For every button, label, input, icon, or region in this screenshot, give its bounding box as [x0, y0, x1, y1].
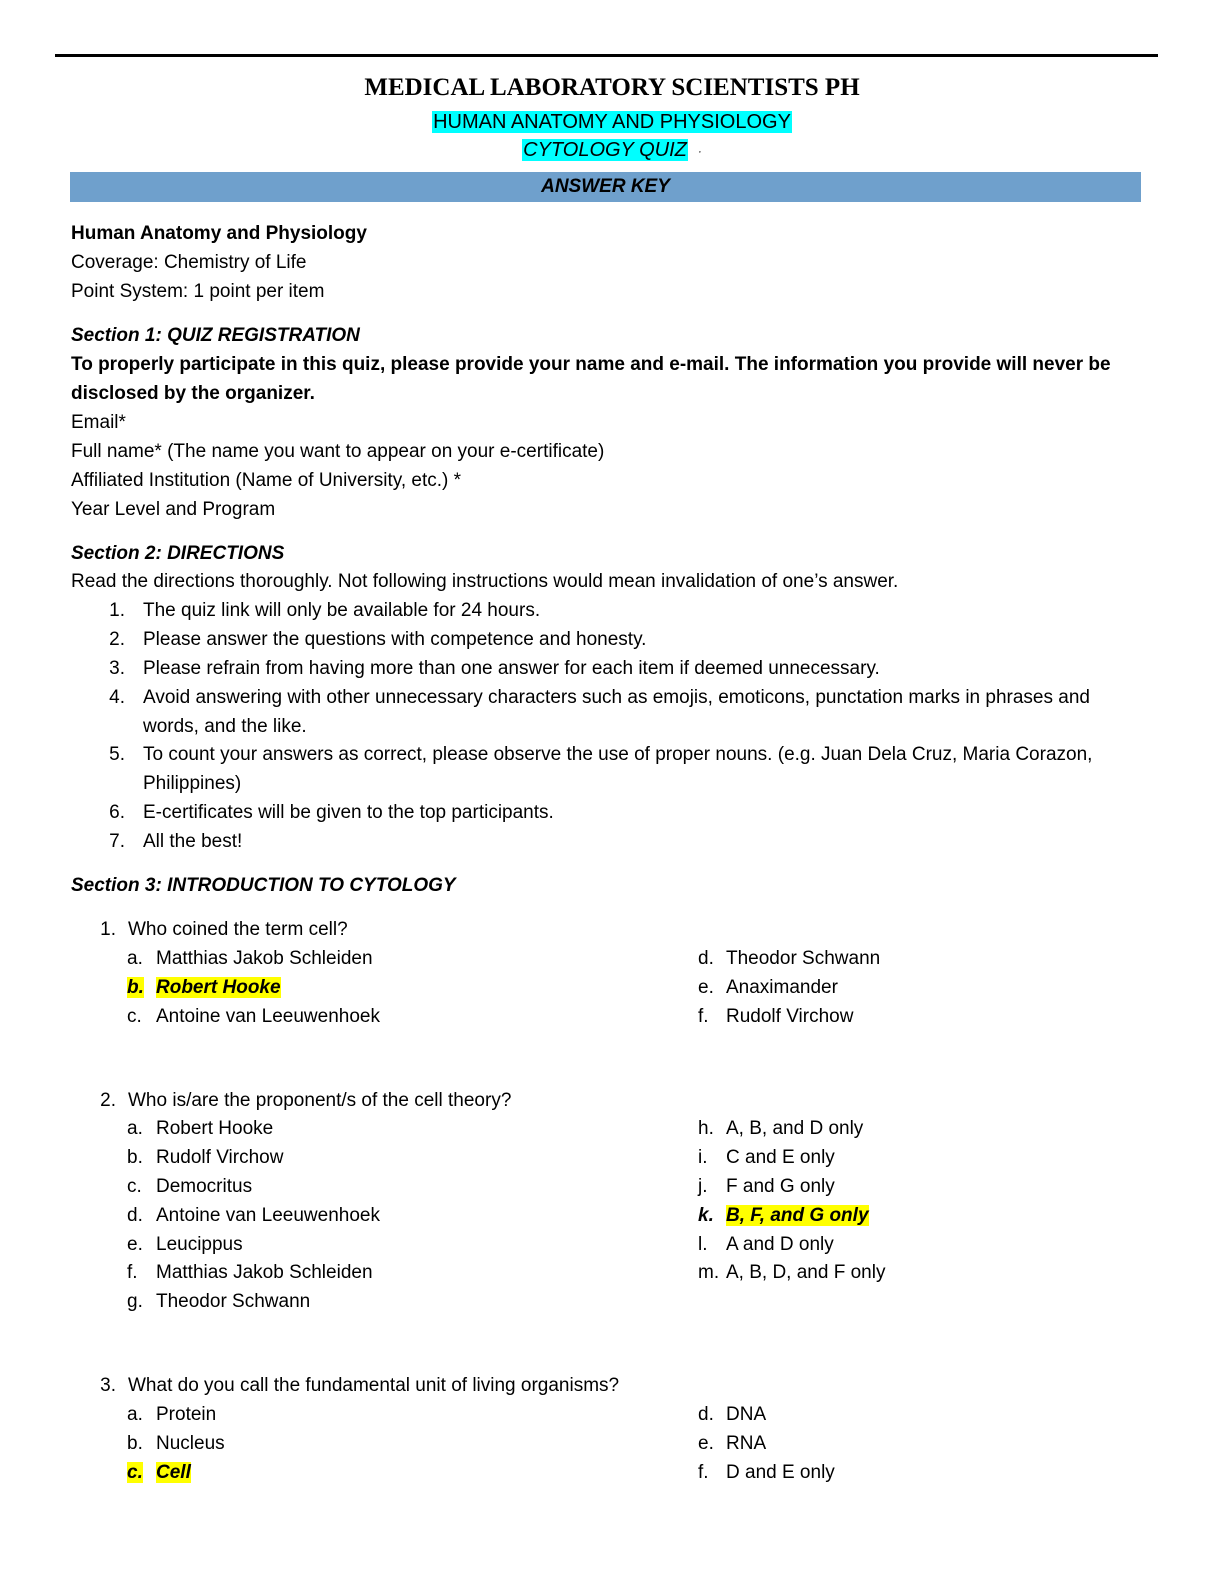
question-number: 1. — [100, 919, 116, 940]
option-text: D and E only — [726, 1462, 835, 1483]
direction-item-continued: Philippines) — [143, 773, 242, 794]
option-text: DNA — [726, 1404, 767, 1425]
option-letter: d. — [698, 948, 714, 969]
info-title: Human Anatomy and Physiology — [71, 223, 367, 244]
field-year-program: Year Level and Program — [71, 499, 276, 520]
question-number: 2. — [100, 1090, 116, 1111]
info-coverage: Coverage: Chemistry of Life — [71, 252, 307, 273]
option-text: C and E only — [726, 1147, 835, 1168]
direction-number: 1. — [109, 600, 125, 621]
field-full-name: Full name* (The name you want to appear on your e-certificate) — [71, 441, 605, 462]
section3-heading: Section 3: INTRODUCTION TO CYTOLOGY — [71, 875, 456, 896]
option-text: RNA — [726, 1433, 767, 1454]
correct-answer-option-text — [726, 1201, 869, 1230]
option-letter: f. — [698, 1462, 709, 1483]
correct-answer-text: Robert Hooke — [156, 977, 281, 998]
question-text: Who is/are the proponent/s of the cell theory? — [128, 1090, 512, 1111]
quiz-title — [0, 138, 1224, 163]
correct-answer-option-text — [156, 1458, 191, 1487]
top-rule — [55, 54, 1158, 57]
stray-dot: · — [697, 143, 702, 158]
option-text: Theodor Schwann — [156, 1291, 311, 1312]
option-letter: c. — [127, 1176, 142, 1197]
option-text: A, B, and D only — [726, 1118, 864, 1139]
option-letter: g. — [127, 1291, 143, 1312]
field-institution: Affiliated Institution (Name of University, etc.) * — [71, 470, 462, 491]
option-letter: b. — [127, 1147, 143, 1168]
field-email: Email* — [71, 412, 126, 433]
direction-number: 4. — [109, 687, 125, 708]
direction-item: Please answer the questions with competence and honesty. — [143, 629, 647, 650]
option-text: F and G only — [726, 1176, 835, 1197]
direction-item: The quiz link will only be available for 24 hours. — [143, 600, 541, 621]
option-letter: d. — [698, 1404, 714, 1425]
option-text: Protein — [156, 1404, 217, 1425]
direction-item: E-certificates will be given to the top participants. — [143, 802, 554, 823]
subject-title — [0, 110, 1224, 134]
correct-answer-letter: c. — [127, 1462, 143, 1483]
section2-heading: Section 2: DIRECTIONS — [71, 543, 285, 564]
option-letter: c. — [127, 1006, 142, 1027]
option-text: Antoine van Leeuwenhoek — [156, 1205, 380, 1226]
option-letter: e. — [698, 1433, 714, 1454]
option-letter: a. — [127, 1404, 143, 1425]
option-text: Anaximander — [726, 977, 838, 998]
option-letter: h. — [698, 1118, 714, 1139]
option-text: Matthias Jakob Schleiden — [156, 1262, 373, 1283]
option-text: Democritus — [156, 1176, 253, 1197]
option-letter: a. — [127, 1118, 143, 1139]
option-letter: f. — [698, 1006, 709, 1027]
direction-number: 5. — [109, 744, 125, 765]
section1-heading: Section 1: QUIZ REGISTRATION — [71, 325, 360, 346]
section2-intro: Read the directions thoroughly. Not following instructions would mean invalidation of one’s answer. — [71, 571, 899, 592]
organization-title: MEDICAL LABORATORY SCIENTISTS PH — [364, 74, 860, 101]
direction-item: To count your answers as correct, please observe the use of proper nouns. (e.g. Juan Dela Cruz, Maria Corazon, — [143, 744, 1093, 765]
correct-answer-option-text — [156, 973, 281, 1002]
question-text: Who coined the term cell? — [128, 919, 348, 940]
correct-answer-option — [698, 1201, 722, 1230]
direction-number: 7. — [109, 831, 125, 852]
info-points: Point System: 1 point per item — [71, 281, 325, 302]
option-letter: i. — [698, 1147, 708, 1168]
correct-answer-text: Cell — [156, 1462, 191, 1483]
direction-number: 3. — [109, 658, 125, 679]
section1-notice-line1: To properly participate in this quiz, please provide your name and e-mail. The information you provide will never be — [71, 354, 1111, 375]
option-letter: e. — [698, 977, 714, 998]
option-text: Theodor Schwann — [726, 948, 881, 969]
option-letter: a. — [127, 948, 143, 969]
option-text: Rudolf Virchow — [156, 1147, 284, 1168]
correct-answer-text: B, F, and G only — [726, 1205, 869, 1226]
option-letter: b. — [127, 1433, 143, 1454]
option-letter: m. — [698, 1262, 720, 1283]
correct-answer-option — [127, 1458, 151, 1487]
option-letter: f. — [127, 1262, 138, 1283]
section1-notice-line2: disclosed by the organizer. — [71, 383, 315, 404]
option-letter: d. — [127, 1205, 143, 1226]
option-text: Robert Hooke — [156, 1118, 274, 1139]
direction-item-continued: words, and the like. — [143, 716, 307, 737]
subject-title-text: HUMAN ANATOMY AND PHYSIOLOGY — [433, 111, 791, 133]
option-letter: e. — [127, 1234, 143, 1255]
question-number: 3. — [100, 1375, 116, 1396]
answer-key-banner: ANSWER KEY — [70, 172, 1141, 202]
option-text: Matthias Jakob Schleiden — [156, 948, 373, 969]
direction-number: 6. — [109, 802, 125, 823]
option-text: A and D only — [726, 1234, 834, 1255]
direction-item: Please refrain from having more than one answer for each item if deemed unnecessary. — [143, 658, 880, 679]
correct-answer-option — [127, 973, 151, 1002]
quiz-title-text: CYTOLOGY QUIZ — [523, 139, 687, 161]
option-text: Leucippus — [156, 1234, 243, 1255]
correct-answer-letter: b. — [127, 977, 144, 998]
option-letter: l. — [698, 1234, 708, 1255]
option-letter: j. — [698, 1176, 708, 1197]
correct-answer-letter: k. — [698, 1205, 714, 1226]
option-text: Nucleus — [156, 1433, 225, 1454]
option-text: A, B, D, and F only — [726, 1262, 886, 1283]
direction-number: 2. — [109, 629, 125, 650]
option-text: Rudolf Virchow — [726, 1006, 854, 1027]
direction-item: All the best! — [143, 831, 243, 852]
option-text: Antoine van Leeuwenhoek — [156, 1006, 380, 1027]
direction-item: Avoid answering with other unnecessary characters such as emojis, emoticons, punctation marks in phrases and — [143, 687, 1090, 708]
question-text: What do you call the fundamental unit of living organisms? — [128, 1375, 620, 1396]
